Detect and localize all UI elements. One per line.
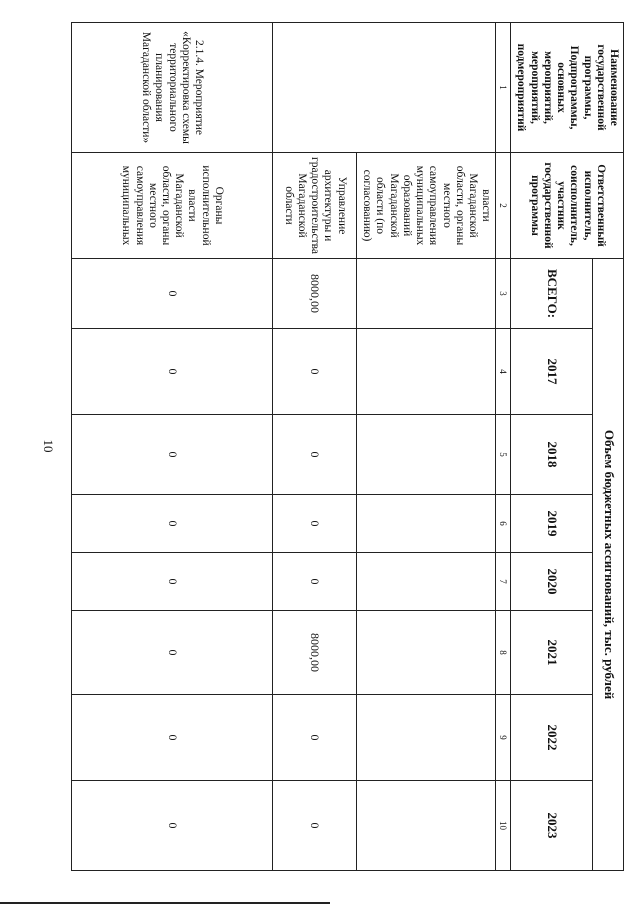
value-cell: 0 — [273, 553, 357, 611]
budget-table — [71, 22, 624, 871]
header-program-name: Наименование государственной программы, Подпрограммы, основных мероприятий, мероприятий, подмероприятий — [511, 23, 624, 153]
value-cell — [357, 695, 496, 781]
table-row — [72, 23, 273, 871]
header-budget-title: Объем бюджетных ассигнований, тыс. рублей — [593, 259, 624, 871]
column-number: 4 — [496, 329, 511, 415]
value-cell: 0 — [273, 781, 357, 871]
value-cell: 0 — [273, 495, 357, 553]
total-cell — [357, 259, 496, 329]
header-year: 2023 — [511, 781, 593, 871]
header-total: ВСЕГО: — [511, 259, 593, 329]
header-year: 2020 — [511, 553, 593, 611]
responsible-cell: Управление архитектуры и градостроительства Магаданской области — [273, 153, 357, 259]
column-number: 8 — [496, 611, 511, 695]
page-number: 10 — [41, 439, 56, 453]
column-number: 1 — [496, 23, 511, 153]
header-row-1 — [593, 23, 624, 871]
value-cell: 0 — [273, 695, 357, 781]
column-number: 7 — [496, 553, 511, 611]
program-name-cell: 2.1.4. Мероприятие «Корректировка схемы территориального планирования Магаданской области» — [72, 23, 273, 153]
value-cell — [357, 415, 496, 495]
program-name-cell — [273, 23, 496, 153]
value-cell: 0 — [72, 611, 273, 695]
header-year: 2021 — [511, 611, 593, 695]
value-cell — [357, 495, 496, 553]
column-number: 5 — [496, 415, 511, 495]
column-number: 10 — [496, 781, 511, 871]
column-number-row — [496, 23, 511, 871]
value-cell: 0 — [273, 415, 357, 495]
value-cell — [357, 781, 496, 871]
responsible-cell: власти Магаданской области, органы местного самоуправления муниципальных образований Магаданской области (по согласованию) — [357, 153, 496, 259]
value-cell: 0 — [72, 329, 273, 415]
value-cell: 0 — [72, 415, 273, 495]
header-responsible: Ответственный исполнитель, соисполнитель, участник государственной программы — [511, 153, 624, 259]
value-cell: 0 — [273, 329, 357, 415]
header-year: 2017 — [511, 329, 593, 415]
header-year: 2019 — [511, 495, 593, 553]
value-cell: 8000,00 — [273, 611, 357, 695]
value-cell: 0 — [72, 781, 273, 871]
header-year: 2018 — [511, 415, 593, 495]
responsible-cell: Органы исполнительной власти Магаданской области, органы местного самоуправления муниципальных — [72, 153, 273, 259]
value-cell — [357, 329, 496, 415]
value-cell — [357, 553, 496, 611]
value-cell: 0 — [72, 553, 273, 611]
total-cell: 0 — [72, 259, 273, 329]
total-cell: 8000,00 — [273, 259, 357, 329]
header-year: 2022 — [511, 695, 593, 781]
scan-edge-line — [0, 902, 330, 904]
column-number: 3 — [496, 259, 511, 329]
value-cell: 0 — [72, 695, 273, 781]
column-number: 6 — [496, 495, 511, 553]
table-row — [357, 23, 496, 871]
budget-table-container — [71, 22, 624, 870]
column-number: 9 — [496, 695, 511, 781]
column-number: 2 — [496, 153, 511, 259]
value-cell: 0 — [72, 495, 273, 553]
value-cell — [357, 611, 496, 695]
